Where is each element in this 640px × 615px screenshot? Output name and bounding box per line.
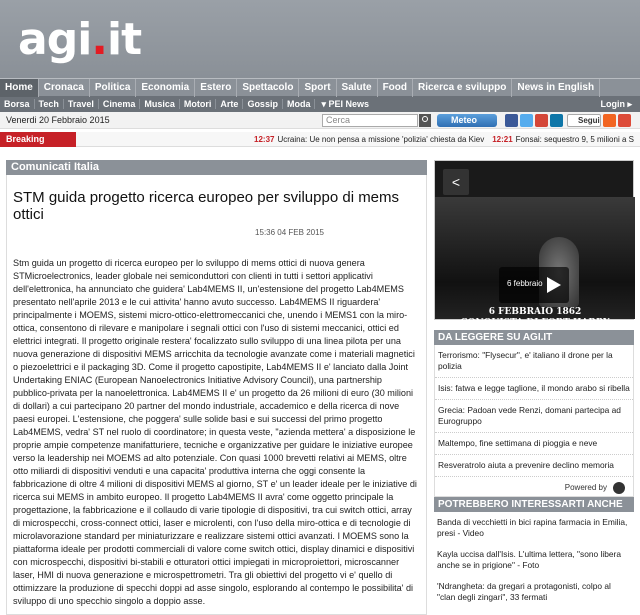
subnav-motori[interactable]: Motori <box>180 99 217 109</box>
nav-salute[interactable]: Salute <box>337 79 378 97</box>
nav-estero[interactable]: Estero <box>195 79 237 97</box>
nav-politica[interactable]: Politica <box>90 79 137 97</box>
breaking-news-label: Breaking News <box>0 132 76 147</box>
pei-news-label: PEI News <box>328 98 370 109</box>
breaking-text: Ucraina: Ue non pensa a missione 'polizia' chiesta da Kiev <box>277 134 485 144</box>
play-button[interactable] <box>499 267 569 303</box>
subnav-cinema[interactable]: Cinema <box>99 99 141 109</box>
da-leggere-list <box>434 345 634 497</box>
subnav-arte[interactable]: Arte <box>216 99 243 109</box>
video-thumbnail <box>435 197 635 328</box>
potrebbero-title: POTREBBERO INTERESSARTI ANCHE <box>434 497 634 512</box>
main-column <box>6 160 427 615</box>
logo-tld: it <box>107 14 142 65</box>
subnav-borsa[interactable]: Borsa <box>0 99 35 109</box>
list-item[interactable]: Terrorismo: "Flysecur", e' italiano il drone per la polizia <box>435 345 633 378</box>
linkedin-icon[interactable] <box>550 114 563 127</box>
video-small-label: 6 febbraio <box>507 279 543 288</box>
nav-food[interactable]: Food <box>378 79 413 97</box>
nav-spettacolo[interactable]: Spettacolo <box>237 79 299 97</box>
subnav-moda[interactable]: Moda <box>283 99 316 109</box>
video-player[interactable] <box>434 160 634 328</box>
twitter-icon[interactable] <box>520 114 533 127</box>
meteo-button[interactable] <box>437 114 497 127</box>
agi-logo[interactable] <box>18 14 141 65</box>
search-icon[interactable] <box>419 114 431 127</box>
nav-home[interactable]: Home <box>0 79 39 97</box>
login-link[interactable]: Login ▸ <box>600 98 632 109</box>
sidebar <box>434 160 634 608</box>
nav-economia[interactable]: Economia <box>136 79 195 97</box>
google-plus-icon[interactable] <box>618 114 631 127</box>
article <box>6 175 427 615</box>
nav-cronaca[interactable]: Cronaca <box>39 79 90 97</box>
search-input[interactable]: Cerca <box>322 114 418 127</box>
list-item[interactable]: Kayla uccisa dall'Isis. L'ultima lettera, "sono libera anche se in prigione" - Foto <box>437 549 621 570</box>
nav-news-english[interactable]: News in English <box>512 79 600 97</box>
breaking-item[interactable] <box>254 135 484 144</box>
share-icon[interactable]: < <box>443 169 469 195</box>
social-icons-2 <box>603 114 631 127</box>
social-icons <box>505 114 563 127</box>
logo-dot: . <box>91 14 107 65</box>
rss-icon[interactable] <box>603 114 616 127</box>
list-item[interactable]: Isis: fatwa e legge taglione, il mondo arabo si ribella <box>435 378 633 400</box>
list-item[interactable]: Resveratrolo aiuta a prevenire declino memoria <box>435 455 633 477</box>
subnav-travel[interactable]: Travel <box>64 99 99 109</box>
caption-line-1: 6 FEBBRAIO 1862 <box>488 307 582 317</box>
potrebbero-list <box>434 512 634 608</box>
da-leggere-title: DA LEGGERE SU AGI.IT <box>434 330 634 345</box>
breaking-time: 12:21 <box>492 134 513 144</box>
pei-news-link[interactable]: ▾ PEI News <box>321 98 370 109</box>
section-title: Comunicati Italia <box>6 160 427 175</box>
subnav-tech[interactable]: Tech <box>35 99 64 109</box>
list-item[interactable]: 'Ndrangheta: da gregari a protagonisti, colpo al "clan degli zingari", 33 fermati <box>437 581 611 602</box>
article-title: STM guida progetto ricerca europeo per sviluppo di mems ottici <box>13 189 400 223</box>
toolbar <box>0 112 640 129</box>
site-header <box>0 0 640 78</box>
video-caption <box>435 307 635 329</box>
list-item[interactable]: Banda di vecchietti in bici rapina farmacia in Emilia, presi - Video <box>437 517 628 538</box>
segui-label: Segui <box>578 115 600 125</box>
breaking-time: 12:37 <box>254 134 275 144</box>
email-icon[interactable] <box>535 114 548 127</box>
current-date: Venerdi 20 Febbraio 2015 <box>6 115 110 125</box>
nav-ricerca[interactable]: Ricerca e sviluppo <box>413 79 512 97</box>
subnav-musica[interactable]: Musica <box>140 99 180 109</box>
article-timestamp: 15:36 04 FEB 2015 <box>255 228 324 237</box>
breaking-news-bar <box>0 132 640 159</box>
meteo-label: Meteo <box>451 115 478 125</box>
powered-by[interactable]: Powered by <box>435 477 633 496</box>
twitter-follow-button[interactable] <box>567 114 601 127</box>
play-icon <box>547 277 561 293</box>
article-body: Stm guida un progetto di ricerca europeo per lo sviluppo di mems ottici di nuova genera STMicroelectronics, leader globale nei semiconduttori con clienti in tutti i settori applicativi dell'elettronica, ha annunciato che guidera' Lab4MEMS II, un'estensione del progetto Lab4MEMS presentato nell'aprile 2013 e le cui attivita' hanno avuto successo. Lab4MEMS II riguardera' principalmente i MOEMS, sistemi micro-ottico-elettromeccanici che, unendo i MEMS1 con la miro-ottica, consentono di rilevare e manipolare i segnali ottici con l'uso di sistemi meccanici, ottici ed elettrici integrati. Il progetto originale restera' focalizzato sullo sviluppo di una linea pilota per una nuova generazione di dispositivi MEMS arricchita da tecnologie avanzate come i materiali magnetici o piezoelettrici e il packaging 3D. Come il progetto capostipite, Lab4MEMS II e' lanciato dalla Joint Undertaking ENIAC (European Nanoelectronics Initiative Advisory Council), una partnership pubblico-privata per la nanoelettronica. Lab4MEMS II e' un progetto da 26 milioni di euro (30 milioni di dollari) a cui partecipano 20 partner del mondo industriale, accademico e della ricerca di nove paesi europei. L'estensione, che poggera' sulle solide basi e sui successi del primo progetto Lab4MEMS, vedra' ST nel ruolo di coordinatore; in questa veste, "azienda mettera' a disposizione le proprie ampie competenze manifatturiere, tecniche e organizzative per guidare le iniziative europee verso la leadership nei MOEMS ad alto potenziale. Con quasi 1000 brevetti relativi ai MEMS, oltre otto miliardi di dispositivi venduti e una capacita' produttiva interna che oggi consente la fabbricazione di oltre 4 milioni di dispositivi MEMS al giorno, ST e' un leader ideale per le iniziative di ricerca sui MEMS in ambito europeo. Il progetto Lab4MEMS II avra' come oggetto principale la progettazione, la fabbricazione e il collaudo di varie tipologie di dispositivi, tra cui switch ottici, array di microspecchi, cross-connect ottici, laser e microlenti, con l'uso della miro-ottica e di tecnologie di microlavorazione standard per miniaturizzare e realizzare sistemi ottici avanzati. I MOEMS sono la piattaforma ideale per prodotti commerciali di valore come switch ottici, display dinamici e dispositivi con microspecchi, dispositivi bi-stabili e otturatori ottici impiegati in microproiettori, microscanner laser, HMI di nuova generazione e microspettrometri. Tra gli obiettivi del progetto vi e' quello di ottimizzare la produzione di specchi doppi ad asse singolo, esplorando al contempo le possibilita' di sviluppo di uno specchio singolo a doppio asse. <box>13 258 417 606</box>
logo-main: agi <box>18 14 92 65</box>
breaking-text: Fonsai: sequestro 9, 5 milioni a S <box>515 134 634 144</box>
subnav-gossip[interactable]: Gossip <box>243 99 283 109</box>
list-item[interactable]: Maltempo, fine settimana di pioggia e neve <box>435 433 633 455</box>
facebook-icon[interactable] <box>505 114 518 127</box>
main-nav <box>0 78 640 96</box>
caption-line-2: CONQUISTA DI FORT HARRY <box>460 318 610 328</box>
sub-nav <box>0 96 640 112</box>
list-item[interactable]: Grecia: Padoan vede Renzi, domani partecipa ad Eurogruppo <box>435 400 633 433</box>
nav-sport[interactable]: Sport <box>299 79 336 97</box>
breaking-item[interactable] <box>492 135 634 144</box>
login-label: Login <box>600 98 625 109</box>
